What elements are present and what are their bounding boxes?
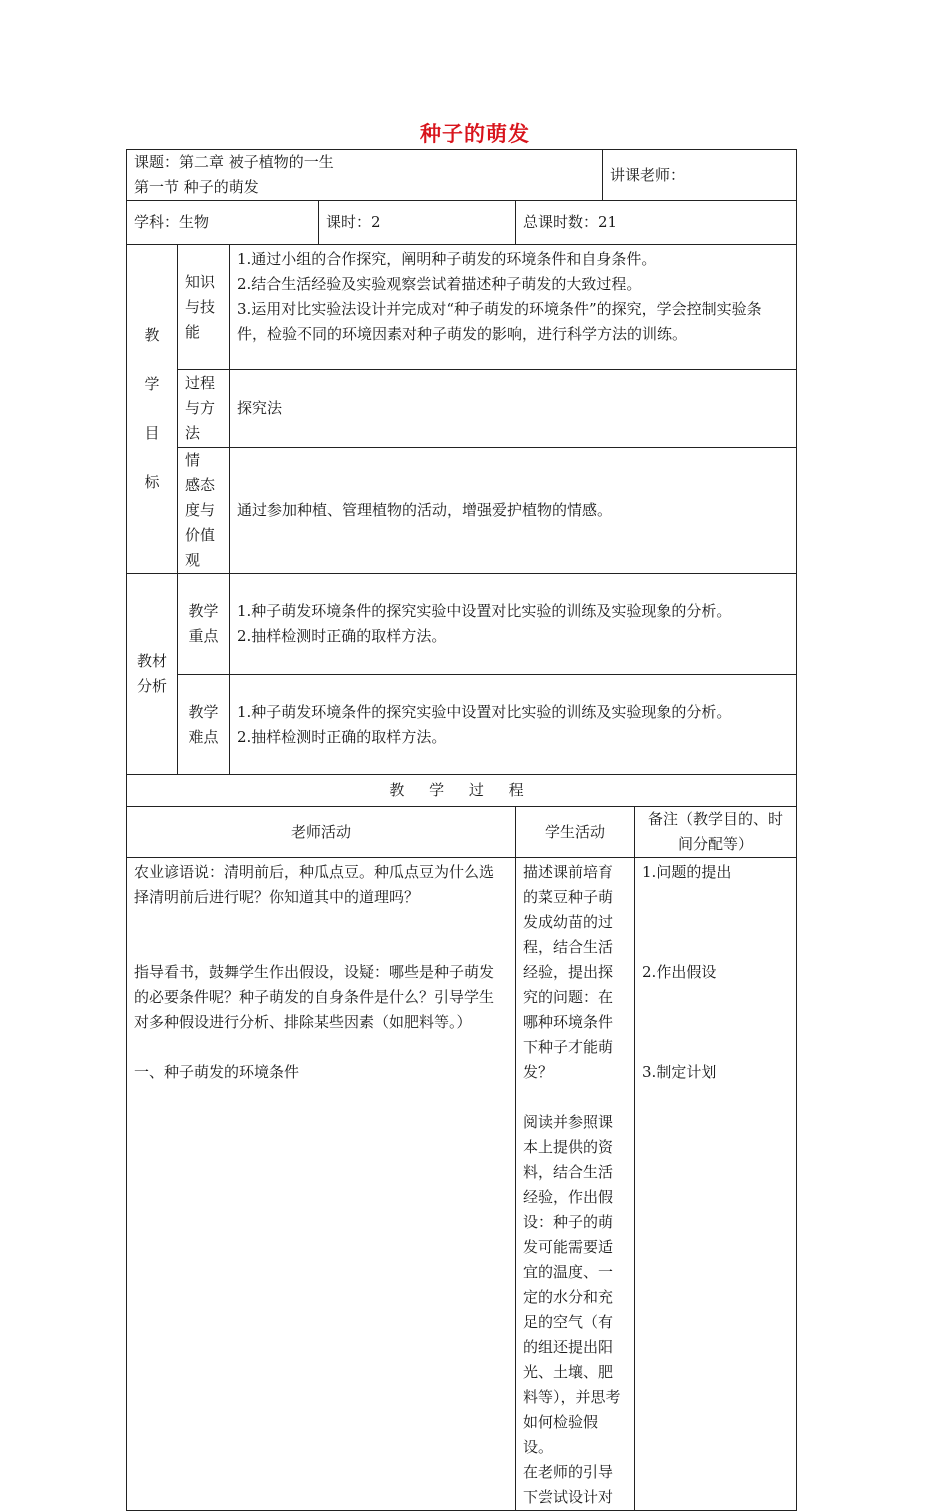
student-paragraph: 描述课前培育的菜豆种子萌发成幼苗的过程，结合生活经验，提出探究的问题：在哪种环境条件下种子才能萌发？	[523, 863, 614, 1081]
emotion-content: 通过参加种植、管理植物的活动，增强爱护植物的情感。	[230, 448, 797, 574]
teacher-activity-header: 老师活动	[127, 807, 516, 858]
subject-cell: 学科：生物	[127, 201, 319, 245]
student-activity-header: 学生活动	[516, 807, 635, 858]
objectives-label: 教 学 目 标	[127, 245, 178, 574]
key-point-item: 2.抽样检测时正确的取样方法。	[237, 627, 447, 645]
topic-line-2: 第一节 种子的萌发	[134, 178, 259, 196]
teacher-paragraph: 指导看书，鼓舞学生作出假设，设疑：哪些是种子萌发的必要条件呢？种子萌发的自身条件是什么？引导学生对多种假设进行分析、排除某些因素（如肥料等。）	[134, 963, 495, 1031]
knowledge-content	[230, 245, 797, 370]
knowledge-item: 2.结合生活经验及实验观察尝试着描述种子萌发的大致过程。	[237, 275, 642, 293]
notes-header: 备注（教学目的、时间分配等）	[635, 807, 797, 858]
lesson-plan-table	[126, 149, 797, 1511]
process-method-label: 过程 与方 法	[178, 370, 230, 448]
note-item: 3.制定计划	[642, 1063, 717, 1081]
teacher-paragraph: 一、种子萌发的环境条件	[134, 1063, 300, 1081]
key-points-content	[230, 574, 797, 675]
difficult-points-label: 教学 难点	[178, 675, 230, 775]
period-cell: 课时：2	[319, 201, 516, 245]
process-method-content: 探究法	[230, 370, 797, 448]
notes-content	[635, 858, 797, 1511]
difficult-point-item: 1.种子萌发环境条件的探究实验中设置对比实验的训练及实验现象的分析。	[237, 702, 732, 721]
page-title: 种子的萌发	[420, 122, 530, 146]
emotion-label: 情 感态 度与 价值 观	[178, 448, 230, 574]
knowledge-item: 3.运用对比实验法设计并完成对“种子萌发的环境条件”的探究，学会控制实验条件，检验不同的环境因素对种子萌发的影响，进行科学方法的训练。	[237, 300, 762, 343]
topic-cell	[127, 150, 603, 201]
student-activity-content	[516, 858, 635, 1511]
key-points-label: 教学 重点	[178, 574, 230, 675]
difficult-point-item: 2.抽样检测时正确的取样方法。	[237, 727, 447, 746]
knowledge-label: 知识 与技 能	[178, 245, 230, 370]
note-item: 2.作出假设	[642, 963, 717, 981]
teacher-cell: 讲课老师：	[603, 150, 797, 201]
key-point-item: 1.种子萌发环境条件的探究实验中设置对比实验的训练及实验现象的分析。	[237, 602, 732, 620]
student-paragraph: 在老师的引导下尝试设计对	[523, 1463, 614, 1506]
topic-line-1: 课题：第二章 被子植物的一生	[134, 153, 334, 171]
knowledge-item: 1.通过小组的合作探究，阐明种子萌发的环境条件和自身条件。	[237, 250, 657, 268]
note-item: 1.问题的提出	[642, 863, 732, 881]
student-paragraph: 阅读并参照课本上提供的资料，结合生活经验，作出假设：种子的萌发可能需要适宜的温度、一定的水分和充足的空气（有的组还提出阳光、土壤、肥料等），并思考如何检验假设。	[523, 1113, 621, 1456]
teaching-process-heading: 教 学 过 程	[127, 775, 797, 807]
teacher-paragraph: 农业谚语说：清明前后，种瓜点豆。种瓜点豆为什么选择清明前后进行呢？你知道其中的道理吗？	[134, 863, 495, 906]
difficult-points-content	[230, 675, 797, 775]
analysis-label: 教材 分析	[127, 574, 178, 775]
teacher-activity-content	[127, 858, 516, 1511]
total-periods-cell: 总课时数：21	[516, 201, 797, 245]
